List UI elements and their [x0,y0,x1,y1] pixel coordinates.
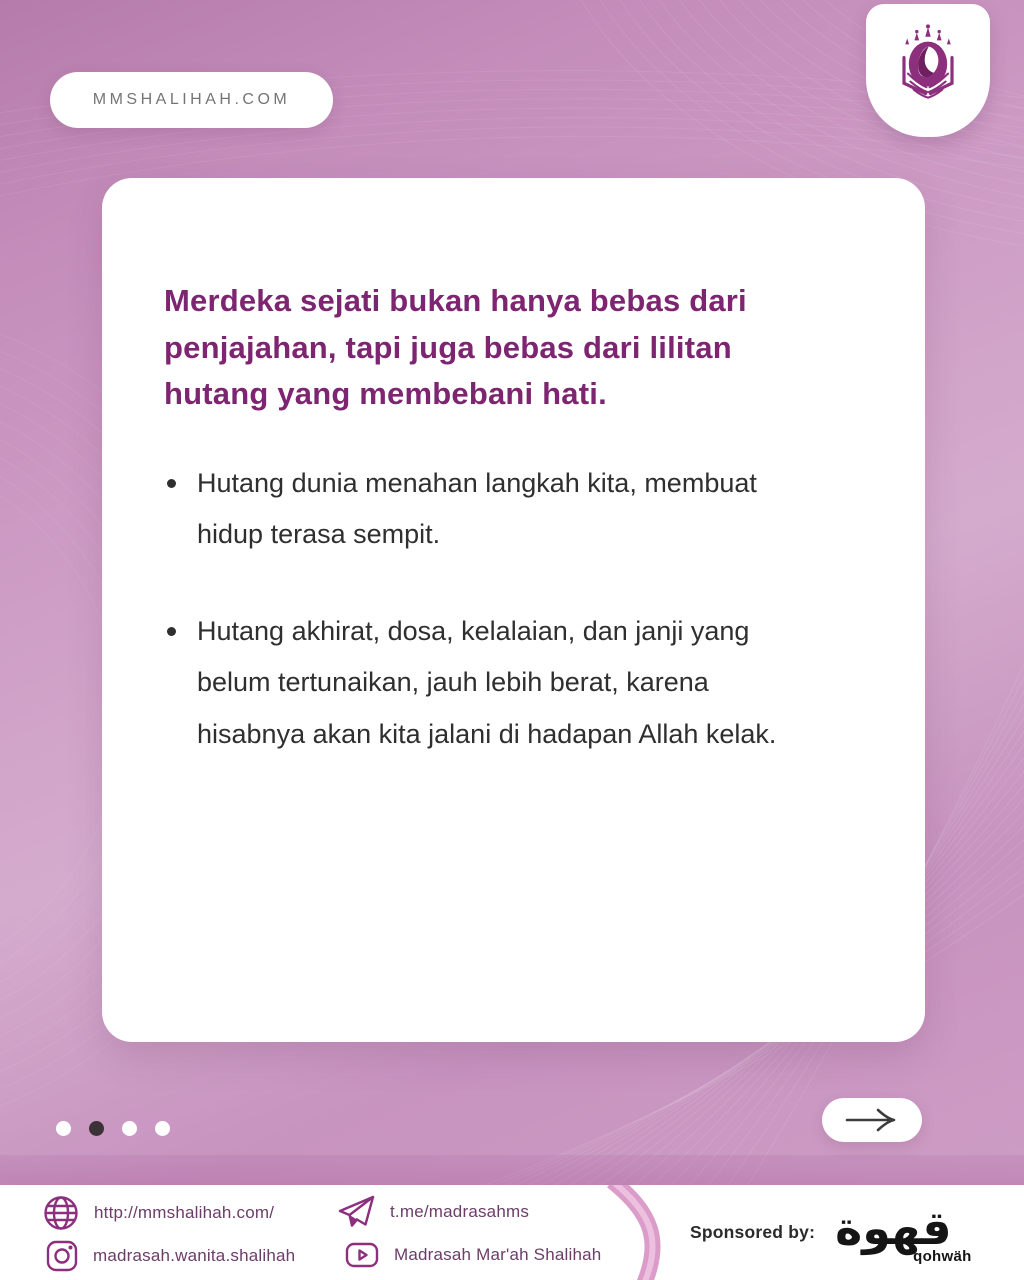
instagram-link[interactable] [45,1239,295,1273]
website-badge-label: MMSHALIHAH.COM [92,91,291,108]
sponsored-by-label: Sponsored by: [690,1222,816,1242]
telegram-link-text: t.me/madrasahms [390,1202,530,1221]
qohwah-arabic-calligraphy: قهوة [835,1200,952,1255]
pagination-dot[interactable] [89,1121,104,1136]
website-link-text: http://mmshalihah.com/ [94,1203,275,1222]
footer-bar [0,1185,1024,1280]
arrow-right-icon [840,1106,904,1134]
bullet-item [164,606,824,760]
instagram-icon [45,1239,79,1273]
youtube-icon [344,1240,380,1270]
brand-logo [866,4,990,137]
website-badge [50,72,333,128]
telegram-icon [336,1194,376,1230]
hijab-book-crown-icon [880,20,976,124]
content-card [102,178,925,1042]
bullet-item [164,458,824,561]
pagination-dot[interactable] [122,1121,137,1136]
card-heading: Merdeka sejati bukan hanya bebas dari penjajahan, tapi juga bebas dari lilitan hutang yang membebani hati. [164,283,747,411]
qohwah-latin-label: qohwäh [913,1247,972,1265]
telegram-link[interactable] [336,1194,529,1230]
globe-icon [42,1194,80,1232]
qohwah-logo [835,1200,972,1265]
pagination-dot[interactable] [56,1121,71,1136]
bullet-text: Hutang dunia menahan langkah kita, membuat hidup terasa sempit. [197,467,757,549]
pagination-dots [56,1121,170,1136]
youtube-link[interactable] [344,1240,601,1270]
youtube-link-text: Madrasah Mar'ah Shalihah [394,1245,602,1264]
bullet-list [164,458,824,760]
next-button[interactable] [822,1098,922,1142]
pagination-dot[interactable] [155,1121,170,1136]
website-link[interactable] [42,1194,274,1232]
sponsor-block [690,1185,972,1280]
bullet-text: Hutang akhirat, dosa, kelalaian, dan janji yang belum tertunaikan, jauh lebih berat, karena hisabnya akan kita jalani di hadapan Allah kelak. [197,616,777,749]
instagram-link-text: madrasah.wanita.shalihah [93,1246,296,1265]
footer-accent-stripe [0,1155,1024,1185]
